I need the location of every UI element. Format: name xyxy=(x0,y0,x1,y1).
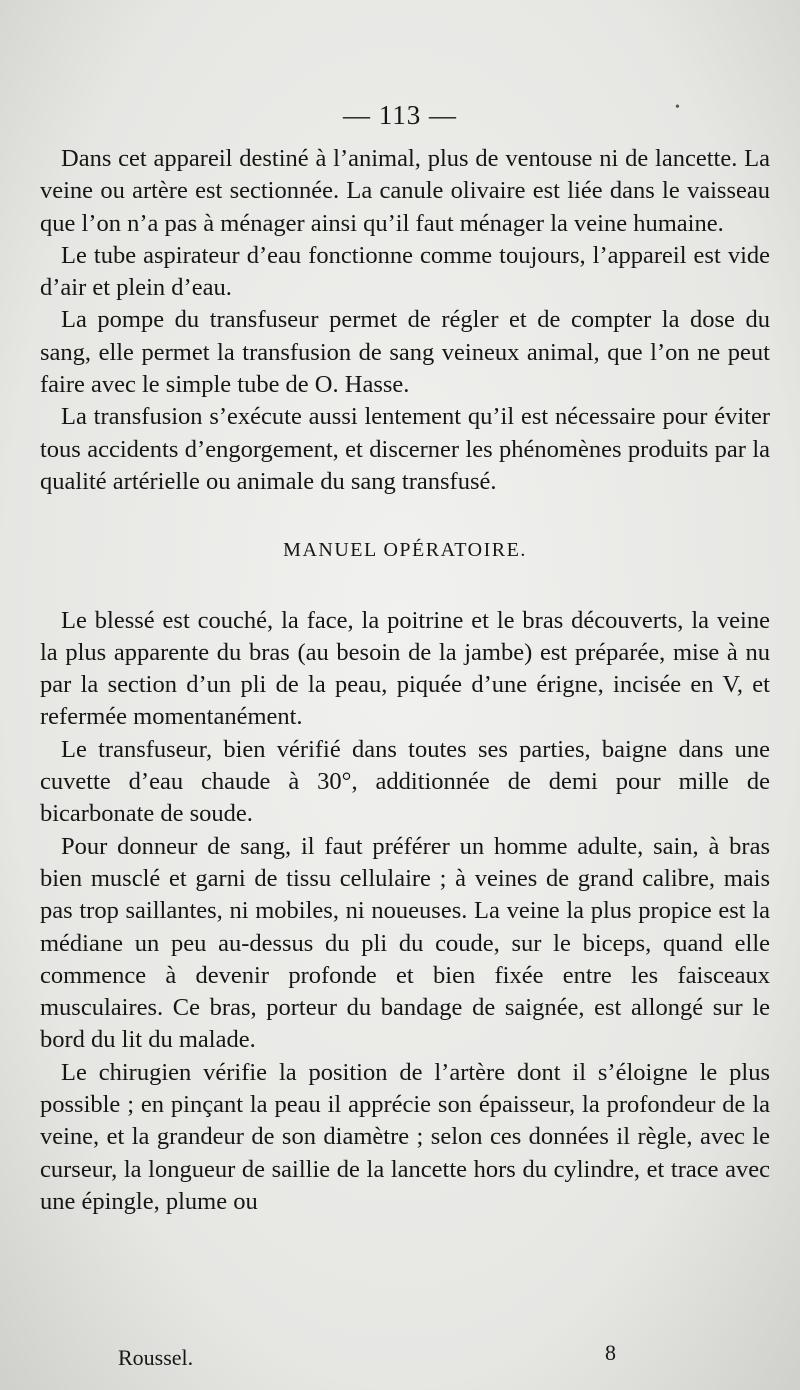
paragraph-5: Le blessé est couché, la face, la poitrine et le bras découverts, la veine la plus apparente du bras (au besoin de la jambe) est préparée, mise à nu par la section d’un pli de la peau, piquée d’une érigne, incisée en V, et refermée momentanément. xyxy=(40,606,770,731)
paragraph-2: Le tube aspirateur d’eau fonctionne comme toujours, l’appareil est vide d’air et plein d’eau. xyxy=(40,241,770,302)
paragraph-6: Le transfuseur, bien vérifié dans toutes ses parties, baigne dans une cuvette d’eau chaude à 30°, additionnée de demi pour mille de bicarbonate de soude. xyxy=(40,735,770,828)
paragraph-3: La pompe du transfuseur permet de régler et de compter la dose du sang, elle permet la transfusion de sang veineux animal, que l’on ne peut faire avec le simple tube de O. Hasse. xyxy=(40,306,770,399)
ink-speck: • xyxy=(675,100,680,115)
paragraph-4: La transfusion s’exécute aussi lentement qu’il est nécessaire pour éviter tous accidents d’engorgement, et discerner les phénomènes produits par la qualité artérielle ou animale du sang transfusé. xyxy=(40,403,770,495)
footer-author: Roussel. xyxy=(118,1345,194,1370)
page-number-header: — 113 — xyxy=(343,100,457,130)
footer-signature-mark: 8 xyxy=(605,1340,616,1365)
paragraph-1: Dans cet appareil destiné à l’animal, plus de ventouse ni de lancette. La veine ou artère est sectionnée. La canule olivaire est liée dans le vaisseau que l’on n’a pas à ménager ainsi qu’il faut ménager la veine humaine. xyxy=(40,145,770,237)
paragraph-7: Pour donneur de sang, il faut préférer un homme adulte, sain, à bras bien musclé et garni de tissu cellulaire ; à veines de grand calibre, mais pas trop saillantes, ni mobiles, ni noueuses. La veine la plus propice est la médiane un peu au-dessus du pli du coude, sur le biceps, quand elle commence à devenir profonde et bien fixée entre les faisceaux musculaires. Ce bras, porteur du bandage de saignée, est allongé sur le bord du lit du malade. xyxy=(40,832,770,1054)
main-text xyxy=(40,143,770,1218)
section-title: MANUEL OPÉRATOIRE. xyxy=(283,539,527,562)
paragraph-8: Le chirugien vérifie la position de l’artère dont il s’éloigne le plus possible ; en pinçant la peau il apprécie son épaisseur, la profondeur de la veine, et la grandeur de son diamètre ; selon ces données il règle, avec le curseur, la longueur de saillie de la lancette hors du cylindre, et trace avec une épingle, plume ou xyxy=(40,1058,770,1215)
